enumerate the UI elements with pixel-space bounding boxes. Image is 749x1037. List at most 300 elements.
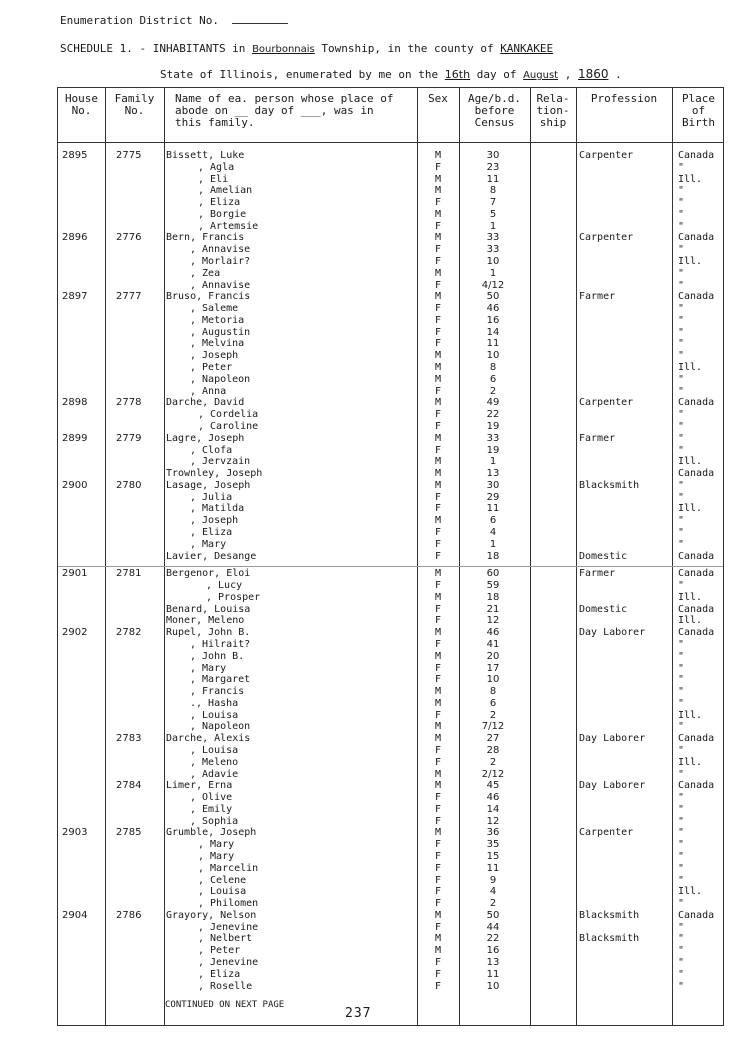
profession-value: Blacksmith xyxy=(579,933,640,945)
profession-value: Blacksmith xyxy=(579,479,640,491)
sex-value: F xyxy=(434,638,442,650)
person-name: Lasage, Joseph xyxy=(166,479,251,491)
family-number: 2782 xyxy=(116,627,142,639)
age-value: 49 xyxy=(486,397,500,409)
house-number: 2899 xyxy=(62,432,88,444)
enumeration-district-line xyxy=(60,14,288,27)
age-value: 12 xyxy=(486,615,500,627)
house-number: 2904 xyxy=(62,909,88,921)
age-value: 14 xyxy=(486,803,500,815)
birthplace-value: " xyxy=(678,638,685,650)
sex-value: F xyxy=(434,444,442,456)
sex-value: F xyxy=(434,874,442,886)
profession-value: Day Laborer xyxy=(579,733,646,745)
birthplace-value: " xyxy=(678,945,685,957)
profession-value: Carpenter xyxy=(579,397,634,409)
sex-value: F xyxy=(434,792,442,804)
age-value: 6 xyxy=(489,515,497,527)
birthplace-value: " xyxy=(678,721,685,733)
col-header-name: Name of ea. person whose place of abode on __ day of ___, was in this family. xyxy=(175,92,394,129)
sex-value: M xyxy=(434,697,442,709)
age-value: 13 xyxy=(486,957,500,969)
person-name: Lagre, Joseph xyxy=(166,432,245,444)
birthplace-value: " xyxy=(678,444,685,456)
person-name: , Eli xyxy=(198,173,229,185)
sex-value: F xyxy=(434,662,442,674)
col-divider xyxy=(530,88,531,1025)
person-name: , Joseph xyxy=(190,515,239,527)
birthplace-value: " xyxy=(678,580,685,592)
profession-value: Blacksmith xyxy=(579,909,640,921)
profession-value: Farmer xyxy=(579,568,616,580)
birthplace-value: " xyxy=(678,515,685,527)
sex-value: F xyxy=(434,851,442,863)
birthplace-value: " xyxy=(678,862,685,874)
sex-value: M xyxy=(434,373,442,385)
sex-value: F xyxy=(434,244,442,256)
person-name: , Annavise xyxy=(190,244,251,256)
birthplace-value: Canada xyxy=(678,550,715,562)
birthplace-value: Ill. xyxy=(678,615,703,627)
sex-value: F xyxy=(434,839,442,851)
person-name: , Peter xyxy=(190,362,233,374)
age-value: 11 xyxy=(486,968,500,980)
col-header-house: House No. xyxy=(64,92,99,117)
person-name: , Celene xyxy=(198,874,247,886)
person-name: , Sophia xyxy=(190,815,239,827)
col-header-age: Age/b.d. before Census xyxy=(468,92,521,129)
sex-value: F xyxy=(434,303,442,315)
sex-value: M xyxy=(434,456,442,468)
person-name: , Hilrait? xyxy=(190,638,251,650)
house-number: 2898 xyxy=(62,397,88,409)
age-value: 27 xyxy=(486,733,500,745)
sex-value: F xyxy=(434,550,442,562)
age-value: 19 xyxy=(486,420,500,432)
age-value: 18 xyxy=(486,550,500,562)
family-number: 2779 xyxy=(116,432,142,444)
age-value: 19 xyxy=(486,444,500,456)
sex-value: M xyxy=(434,208,442,220)
person-name: Darche, David xyxy=(166,397,245,409)
sex-value: F xyxy=(434,256,442,268)
header-divider xyxy=(58,142,723,143)
birthplace-value: " xyxy=(678,745,685,756)
age-value: 1 xyxy=(489,220,497,232)
header-period: . xyxy=(615,68,622,81)
birthplace-value: " xyxy=(678,933,685,945)
age-value: 46 xyxy=(486,303,500,315)
col-header-family: Family No. xyxy=(114,92,155,117)
person-name: , Eliza xyxy=(198,968,241,980)
person-name: Grayory, Nelson xyxy=(166,909,257,921)
age-value: 10 xyxy=(486,256,500,268)
profession-value: Carpenter xyxy=(579,150,634,161)
birthplace-value: " xyxy=(678,650,685,662)
age-value: 16 xyxy=(486,945,500,957)
birthplace-value: " xyxy=(678,957,685,969)
age-value: 11 xyxy=(486,173,500,185)
person-name: , Metoria xyxy=(190,314,245,326)
age-value: 6 xyxy=(489,373,497,385)
birthplace-value: Ill. xyxy=(678,503,703,515)
person-name: Lavier, Desange xyxy=(166,550,257,562)
person-name: , Melvina xyxy=(190,338,245,350)
family-number: 2783 xyxy=(116,733,142,745)
birthplace-value: Ill. xyxy=(678,756,703,768)
house-number: 2897 xyxy=(62,291,88,303)
birthplace-value: " xyxy=(678,161,685,173)
enumeration-district-blank xyxy=(232,23,288,24)
schedule-prefix: SCHEDULE 1. - INHABITANTS in xyxy=(60,42,246,55)
birthplace-value: Canada xyxy=(678,909,715,921)
sex-value: M xyxy=(434,291,442,303)
sex-value: F xyxy=(434,756,442,768)
sex-value: M xyxy=(434,591,442,603)
age-value: 46 xyxy=(486,627,500,639)
sex-value: F xyxy=(434,886,442,898)
sex-value: M xyxy=(434,362,442,374)
person-name: , Jenevine xyxy=(198,921,259,933)
person-name: , Eliza xyxy=(190,526,233,538)
sex-value: M xyxy=(434,232,442,244)
birthplace-value: " xyxy=(678,338,685,350)
birthplace-value: " xyxy=(678,409,685,421)
age-value: 46 xyxy=(486,792,500,804)
person-name: , Eliza xyxy=(198,197,241,209)
birthplace-value: Ill. xyxy=(678,173,703,185)
sex-value: M xyxy=(434,267,442,279)
person-name: Moner, Meleno xyxy=(166,615,245,627)
birthplace-value: " xyxy=(678,279,685,291)
birthplace-value: " xyxy=(678,697,685,709)
birthplace-value: " xyxy=(678,538,685,550)
age-value: 16 xyxy=(486,314,500,326)
col-divider xyxy=(459,88,460,1025)
schedule-mid: Township, in the county of xyxy=(321,42,494,55)
birthplace-value: " xyxy=(678,968,685,980)
sex-value: F xyxy=(434,862,442,874)
sex-value: F xyxy=(434,338,442,350)
person-name: , Morlair? xyxy=(190,256,251,268)
age-value: 11 xyxy=(486,862,500,874)
birthplace-value: " xyxy=(678,432,685,444)
sex-value: M xyxy=(434,627,442,639)
birthplace-value: Canada xyxy=(678,603,715,615)
col-header-sex: Sex xyxy=(428,92,448,105)
person-name: Bruso, Francis xyxy=(166,291,251,303)
sex-value: F xyxy=(434,603,442,615)
age-value: 21 xyxy=(486,603,500,615)
age-value: 2 xyxy=(489,756,497,768)
birthplace-value: " xyxy=(678,185,685,197)
age-value: 4 xyxy=(489,886,497,898)
person-name: Bergenor, Eloi xyxy=(166,568,251,580)
sex-value: F xyxy=(434,420,442,432)
sex-value: F xyxy=(434,314,442,326)
person-name: Trownley, Joseph xyxy=(166,468,263,480)
person-name: , Cordelia xyxy=(198,409,259,421)
age-value: 1 xyxy=(489,538,497,550)
person-name: , John B. xyxy=(190,650,245,662)
age-value: 17 xyxy=(486,662,500,674)
sex-value: F xyxy=(434,326,442,338)
sex-value: F xyxy=(434,526,442,538)
person-name: Grumble, Joseph xyxy=(166,827,257,839)
state-line: State of Illinois, enumerated by me on the 16th day of August , 1860 . xyxy=(160,67,622,81)
person-name: , Francis xyxy=(190,686,245,698)
profession-value: Farmer xyxy=(579,291,616,303)
person-name: , Matilda xyxy=(190,503,245,515)
birthplace-value: " xyxy=(678,220,685,232)
birthplace-value: Ill. xyxy=(678,591,703,603)
birthplace-value: " xyxy=(678,851,685,863)
sex-value: F xyxy=(434,921,442,933)
person-name: , Napoleon xyxy=(190,373,251,385)
age-value: 41 xyxy=(486,638,500,650)
section-divider xyxy=(58,566,723,567)
birthplace-value: " xyxy=(678,303,685,315)
house-number: 2901 xyxy=(62,568,88,580)
birthplace-value: " xyxy=(678,898,685,910)
person-name: , Clofa xyxy=(190,444,233,456)
family-number: 2785 xyxy=(116,827,142,839)
age-value: 30 xyxy=(486,479,500,491)
sex-value: M xyxy=(434,432,442,444)
age-value: 1 xyxy=(489,456,497,468)
birthplace-value: " xyxy=(678,385,685,397)
birthplace-value: " xyxy=(678,244,685,256)
col-header-profession: Profession xyxy=(590,92,658,105)
sex-value: M xyxy=(434,515,442,527)
sex-value: M xyxy=(434,479,442,491)
birthplace-value: " xyxy=(678,208,685,220)
person-name: , Mary xyxy=(190,538,227,550)
col-divider xyxy=(672,88,673,1025)
township-value: Bourbonnais xyxy=(252,44,315,55)
person-name: , Meleno xyxy=(190,756,239,768)
age-value: 44 xyxy=(486,921,500,933)
sex-value: F xyxy=(434,220,442,232)
sex-value: F xyxy=(434,968,442,980)
sex-value: F xyxy=(434,503,442,515)
birthplace-value: " xyxy=(678,526,685,538)
sex-value: M xyxy=(434,150,442,161)
person-name: , Nelbert xyxy=(198,933,253,945)
birthplace-value: " xyxy=(678,921,685,933)
family-number: 2784 xyxy=(116,780,142,792)
sex-value: F xyxy=(434,385,442,397)
age-value: 22 xyxy=(486,933,500,945)
sex-value: F xyxy=(434,674,442,686)
sex-value: F xyxy=(434,538,442,550)
birthplace-value: " xyxy=(678,350,685,362)
census-table xyxy=(57,87,724,1026)
person-name: , Roselle xyxy=(198,980,253,992)
profession-value: Carpenter xyxy=(579,827,634,839)
age-value: 35 xyxy=(486,839,500,851)
age-value: 50 xyxy=(486,909,500,921)
age-value: 12 xyxy=(486,815,500,827)
person-name: , Mary xyxy=(190,662,227,674)
person-name: , Saleme xyxy=(190,303,239,315)
person-name: Rupel, John B. xyxy=(166,627,251,639)
person-name: , Agla xyxy=(198,161,235,173)
person-name: Darche, Alexis xyxy=(166,733,251,745)
house-number: 2902 xyxy=(62,627,88,639)
birthplace-value: Canada xyxy=(678,733,715,745)
sex-value: F xyxy=(434,409,442,421)
age-value: 28 xyxy=(486,745,500,756)
profession-value: Domestic xyxy=(579,603,628,615)
birthplace-value: " xyxy=(678,874,685,886)
age-value: 33 xyxy=(486,232,500,244)
age-value: 6 xyxy=(489,697,497,709)
age-value: 36 xyxy=(486,827,500,839)
sex-value: M xyxy=(434,721,442,733)
person-name: , Olive xyxy=(190,792,233,804)
sex-value: M xyxy=(434,945,442,957)
sex-value: F xyxy=(434,980,442,992)
birthplace-value: " xyxy=(678,839,685,851)
age-value: 8 xyxy=(489,362,497,374)
age-value: 50 xyxy=(486,291,500,303)
month-value: August xyxy=(523,70,559,81)
person-name: , Napoleon xyxy=(190,721,251,733)
birthplace-value: " xyxy=(678,326,685,338)
person-name: , Augustin xyxy=(190,326,251,338)
person-name: , Marcelin xyxy=(198,862,259,874)
age-value: 8 xyxy=(489,686,497,698)
birthplace-value: " xyxy=(678,479,685,491)
col-divider xyxy=(105,88,106,1025)
birthplace-value: Ill. xyxy=(678,709,703,721)
birthplace-value: " xyxy=(678,827,685,839)
birthplace-value: " xyxy=(678,980,685,992)
sex-value: M xyxy=(434,568,442,580)
house-number: 2903 xyxy=(62,827,88,839)
age-value: 10 xyxy=(486,980,500,992)
family-number: 2778 xyxy=(116,397,142,409)
col-divider xyxy=(417,88,418,1025)
continued-note: CONTINUED ON NEXT PAGE xyxy=(165,1000,285,1010)
age-value: 29 xyxy=(486,491,500,503)
col-divider xyxy=(576,88,577,1025)
age-value: 1 xyxy=(489,267,497,279)
birthplace-value: " xyxy=(678,768,685,780)
age-value: 30 xyxy=(486,150,500,161)
year-value: 1860 xyxy=(577,67,609,81)
person-name: , Louisa xyxy=(190,709,239,721)
age-value: 18 xyxy=(486,591,500,603)
person-name: , Annavise xyxy=(190,279,251,291)
col-header-birth: Place of Birth xyxy=(681,92,716,129)
sex-value: F xyxy=(434,197,442,209)
birthplace-value: Ill. xyxy=(678,886,703,898)
person-name: Bissett, Luke xyxy=(166,150,245,161)
person-name: , Joseph xyxy=(190,350,239,362)
age-value: 2 xyxy=(489,709,497,721)
person-name: , Louisa xyxy=(198,886,247,898)
birthplace-value: " xyxy=(678,792,685,804)
person-name: , Margaret xyxy=(190,674,251,686)
sex-value: M xyxy=(434,686,442,698)
birthplace-value: Canada xyxy=(678,568,715,580)
house-number: 2895 xyxy=(62,150,88,161)
age-value: 7/12 xyxy=(481,721,505,733)
age-value: 4 xyxy=(489,526,497,538)
age-value: 4/12 xyxy=(481,279,505,291)
birthplace-value: " xyxy=(678,314,685,326)
sex-value: F xyxy=(434,161,442,173)
age-value: 13 xyxy=(486,468,500,480)
col-header-relationship: Rela- tion- ship xyxy=(536,92,570,129)
person-name: Bern, Francis xyxy=(166,232,245,244)
person-name: , Prosper xyxy=(206,591,261,603)
family-number: 2776 xyxy=(116,232,142,244)
age-value: 8 xyxy=(489,185,497,197)
family-number: 2777 xyxy=(116,291,142,303)
person-name: , Julia xyxy=(190,491,233,503)
birthplace-value: Ill. xyxy=(678,256,703,268)
family-number: 2786 xyxy=(116,909,142,921)
birthplace-value: " xyxy=(678,686,685,698)
age-value: 5 xyxy=(489,208,497,220)
sex-value: M xyxy=(434,733,442,745)
schedule-line xyxy=(60,42,553,55)
sex-value: F xyxy=(434,815,442,827)
sex-value: M xyxy=(434,173,442,185)
person-name: , Zea xyxy=(190,267,221,279)
age-value: 22 xyxy=(486,409,500,421)
person-name: , Jervzain xyxy=(190,456,251,468)
age-value: 14 xyxy=(486,326,500,338)
age-value: 2 xyxy=(489,385,497,397)
person-name: , Emily xyxy=(190,803,233,815)
birthplace-value: " xyxy=(678,420,685,432)
state-mid: day of xyxy=(476,68,517,81)
profession-value: Domestic xyxy=(579,550,628,562)
person-name: , Artemsie xyxy=(198,220,259,232)
enumeration-district-label: Enumeration District No. xyxy=(60,14,219,27)
birthplace-value: " xyxy=(678,197,685,209)
birthplace-value: Ill. xyxy=(678,456,703,468)
age-value: 2/12 xyxy=(481,768,505,780)
person-name: , Lucy xyxy=(206,580,243,592)
age-value: 15 xyxy=(486,851,500,863)
sex-value: M xyxy=(434,827,442,839)
sex-value: F xyxy=(434,898,442,910)
family-number: 2780 xyxy=(116,479,142,491)
birthplace-value: Canada xyxy=(678,780,715,792)
person-name: , Peter xyxy=(198,945,241,957)
person-name: ., Hasha xyxy=(190,697,239,709)
sex-value: F xyxy=(434,491,442,503)
profession-value: Day Laborer xyxy=(579,780,646,792)
birthplace-value: Canada xyxy=(678,627,715,639)
age-value: 10 xyxy=(486,674,500,686)
sex-value: M xyxy=(434,768,442,780)
age-value: 33 xyxy=(486,244,500,256)
person-name: , Philomen xyxy=(198,898,259,910)
col-divider xyxy=(164,88,165,1025)
birthplace-value: " xyxy=(678,491,685,503)
person-name: , Borgie xyxy=(198,208,247,220)
sex-value: M xyxy=(434,185,442,197)
family-number: 2781 xyxy=(116,568,142,580)
sex-value: F xyxy=(434,580,442,592)
person-name: , Adavie xyxy=(190,768,239,780)
